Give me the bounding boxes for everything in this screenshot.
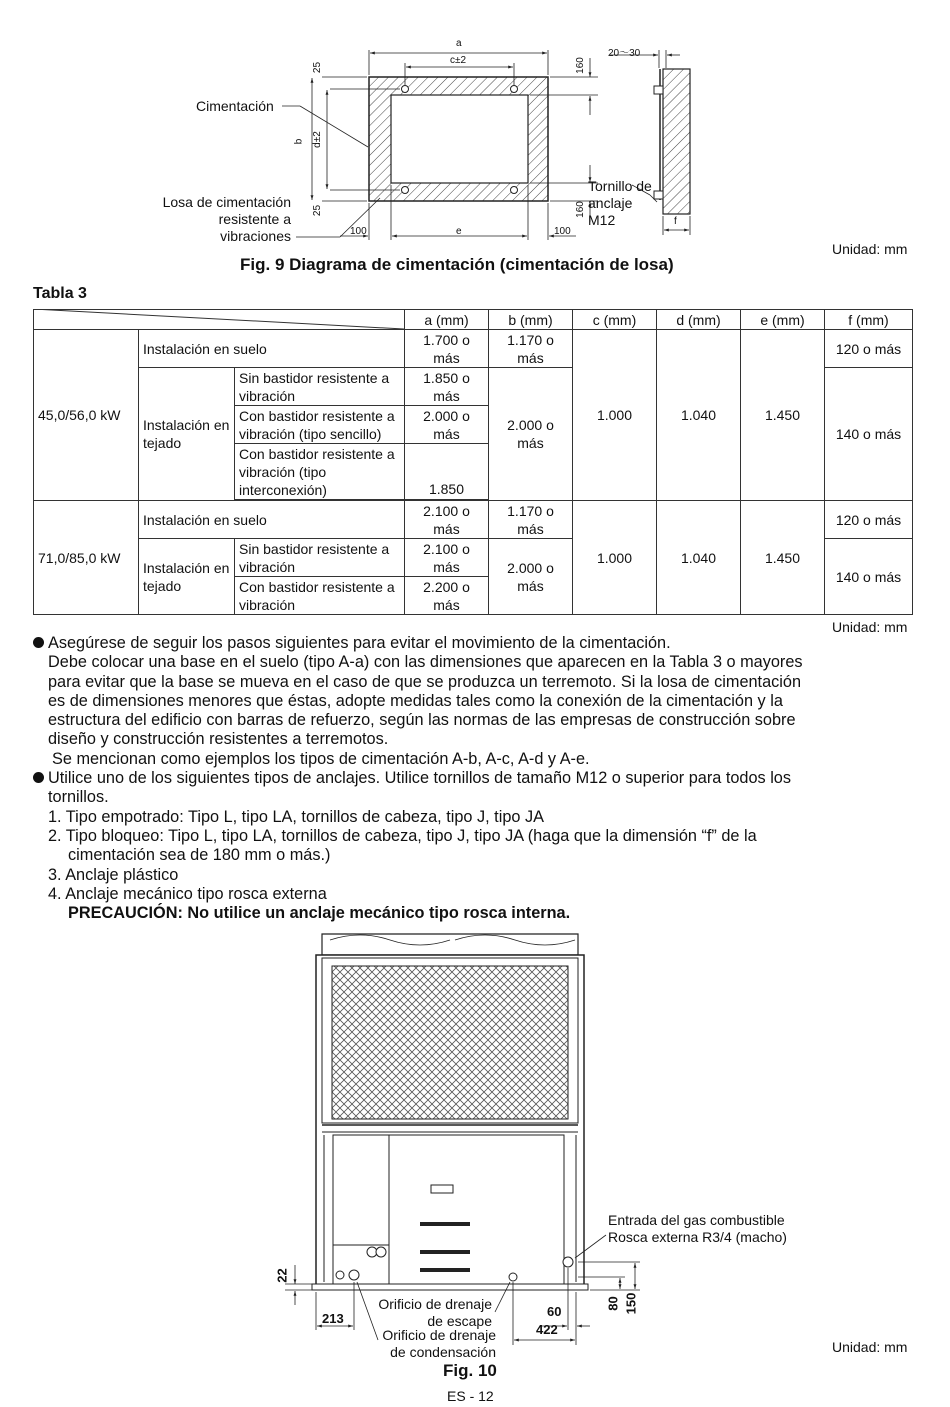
dim-f: f xyxy=(674,216,677,227)
note2-line1 xyxy=(33,769,913,788)
label-escape xyxy=(372,1296,492,1330)
table3-unit: Unidad: mm xyxy=(832,619,908,635)
dim-100-right: 100 xyxy=(554,226,571,237)
g1-suelo-f: 120 o más xyxy=(825,330,913,368)
label-tornillo-line3: M12 xyxy=(588,212,616,228)
g1-tejado-b: 2.000 o más xyxy=(489,368,573,501)
g2-d: 1.040 xyxy=(657,501,741,615)
g1-power: 45,0/56,0 kW xyxy=(34,330,139,501)
note1-line2: Debe colocar una base en el suelo (tipo A-a) con las dimensiones que aparecen en la Tabla 3 o mayores xyxy=(48,653,803,672)
label-condensacion xyxy=(376,1327,496,1361)
dim-20-30: 20～30 xyxy=(608,48,641,59)
g2-suelo-a: 2.100 o más xyxy=(405,501,489,539)
fig10-caption: Fig. 10 xyxy=(443,1361,497,1380)
label-losa xyxy=(156,194,291,245)
table-row xyxy=(34,330,913,368)
dim-25-top: 25 xyxy=(312,61,324,74)
g2-tejado: Instalación en tejado xyxy=(139,539,235,615)
dim-100-left: 100 xyxy=(350,226,367,237)
label-tornillo xyxy=(588,178,652,229)
dim-c: c±2 xyxy=(450,55,467,66)
g2-con-label: Con bastidor resistente a vibración xyxy=(235,577,405,615)
label-gas-line2: Rosca externa R3/4 (macho) xyxy=(608,1229,787,1245)
g2-con-a: 2.200 o más xyxy=(405,577,489,615)
table3-corner-cell xyxy=(34,310,405,330)
dim-22: 22 xyxy=(274,1268,290,1283)
bullet-icon xyxy=(33,637,44,648)
note1-line4: es de dimensiones menores que éstas, adopte medidas tales como la conexión de la cimentación y la xyxy=(48,691,783,710)
dim-e: e xyxy=(456,226,462,237)
page-number: ES - 12 xyxy=(447,1388,494,1404)
g1-inter-label: Con bastidor resistente a vibración (tipo interconexión) xyxy=(235,444,405,500)
note2-line2: tornillos. xyxy=(48,788,109,807)
list-item: 3. Anclaje plástico xyxy=(48,865,179,884)
note1-line1-text: Asegúrese de seguir los pasos siguientes para evitar el movimiento de la cimentación. xyxy=(48,634,671,652)
dim-213: 213 xyxy=(322,1311,344,1326)
label-gas xyxy=(608,1212,787,1246)
label-cimentacion: Cimentación xyxy=(196,98,274,114)
dim-422: 422 xyxy=(536,1322,558,1337)
g1-suelo-a: 1.700 o más xyxy=(405,330,489,368)
header-f: f (mm) xyxy=(825,310,913,330)
g1-tejado: Instalación en tejado xyxy=(139,368,235,501)
dim-60: 60 xyxy=(547,1304,562,1319)
g1-suelo: Instalación en suelo xyxy=(139,330,405,368)
label-cond-line2: de condensación xyxy=(390,1344,496,1360)
header-c: c (mm) xyxy=(573,310,657,330)
fig9-unit: Unidad: mm xyxy=(832,241,908,257)
g1-d: 1.040 xyxy=(657,330,741,501)
precaucion-text: PRECAUCIÓN: No utilice un anclaje mecánico tipo rosca interna. xyxy=(68,904,571,923)
note2-line1-text: Utilice uno de los siguientes tipos de anclajes. Utilice tornillos de tamaño M12 o superior para todos los xyxy=(48,769,792,788)
fig10-unit: Unidad: mm xyxy=(832,1339,908,1355)
g2-tejado-b: 2.000 o más xyxy=(489,539,573,615)
g1-inter-a: 1.850 xyxy=(405,444,489,500)
bullet-icon xyxy=(33,772,44,783)
note1-line3: para evitar que la base se mueva en el caso de que se produzca un terremoto. Si la losa de cimentación xyxy=(48,672,801,691)
g1-sin-label: Sin bastidor resistente a vibración xyxy=(235,368,405,406)
dim-150: 150 xyxy=(623,1292,639,1315)
dim-80: 80 xyxy=(605,1296,621,1311)
label-tornillo-line1: Tornillo de xyxy=(588,178,652,194)
list-item: cimentación sea de 180 mm o más.) xyxy=(68,846,331,865)
note1-line7: Se mencionan como ejemplos los tipos de cimentación A-b, A-c, A-d y A-e. xyxy=(52,749,590,768)
header-d: d (mm) xyxy=(657,310,741,330)
g1-con-label: Con bastidor resistente a vibración (tipo sencillo) xyxy=(235,406,405,444)
g1-tejado-f: 140 o más xyxy=(825,368,913,501)
dim-a: a xyxy=(456,38,462,49)
g2-sin-a: 2.100 o más xyxy=(405,539,489,577)
precaucion xyxy=(33,904,913,923)
dim-160-top: 160 xyxy=(574,57,586,74)
list-item: 1. Tipo empotrado: Tipo L, tipo LA, tornillos de cabeza, tipo J, tipo JA xyxy=(48,807,544,826)
g1-c: 1.000 xyxy=(573,330,657,501)
table3-title: Tabla 3 xyxy=(33,285,87,302)
label-losa-line3: vibraciones xyxy=(220,228,291,244)
g1-e: 1.450 xyxy=(741,330,825,501)
label-losa-line2: resistente a xyxy=(218,211,291,227)
dim-b: b xyxy=(293,138,305,145)
g2-sin-label: Sin bastidor resistente a vibración xyxy=(235,539,405,577)
note1-line1 xyxy=(33,634,913,653)
label-gas-line1: Entrada del gas combustible xyxy=(608,1212,785,1228)
header-b: b (mm) xyxy=(489,310,573,330)
g2-suelo: Instalación en suelo xyxy=(139,501,405,539)
g2-e: 1.450 xyxy=(741,501,825,615)
list-item: 4. Anclaje mecánico tipo rosca externa xyxy=(48,884,327,903)
table3-header-row xyxy=(34,310,913,330)
dim-160-bottom: 160 xyxy=(574,201,586,218)
table3 xyxy=(33,309,913,615)
header-a: a (mm) xyxy=(405,310,489,330)
table-row xyxy=(34,501,913,539)
note1-line5: estructura del edificio con barras de refuerzo, según las normas de las empresas de construcción sobre xyxy=(48,711,796,730)
list-item: 2. Tipo bloqueo: Tipo L, tipo LA, tornillos de cabeza, tipo J, tipo JA (haga que la dimensión “f” de la xyxy=(48,826,757,845)
notes xyxy=(33,634,913,923)
g2-c: 1.000 xyxy=(573,501,657,615)
label-tornillo-line2: anclaje xyxy=(588,195,633,211)
fig9-foundation-drawing xyxy=(0,0,950,250)
header-e: e (mm) xyxy=(741,310,825,330)
dim-d: d±2 xyxy=(311,131,323,148)
g2-suelo-f: 120 o más xyxy=(825,501,913,539)
label-losa-line1: Losa de cimentación xyxy=(162,194,291,210)
label-escape-line1: Orificio de drenaje xyxy=(378,1296,492,1312)
g2-tejado-f: 140 o más xyxy=(825,539,913,615)
g1-sin-a: 1.850 o más xyxy=(405,368,489,406)
g1-con-a: 2.000 o más xyxy=(405,406,489,444)
label-escape-line2: de escape xyxy=(427,1313,492,1329)
g2-suelo-b: 1.170 o más xyxy=(489,501,573,539)
note1-line6: diseño y construcción resistentes a terremotos. xyxy=(48,730,389,749)
g1-suelo-b: 1.170 o más xyxy=(489,330,573,368)
dim-25-bottom: 25 xyxy=(312,204,324,217)
g2-power: 71,0/85,0 kW xyxy=(34,501,139,615)
label-cond-line1: Orificio de drenaje xyxy=(382,1327,496,1343)
fig9-caption: Fig. 9 Diagrama de cimentación (cimentación de losa) xyxy=(240,255,674,274)
